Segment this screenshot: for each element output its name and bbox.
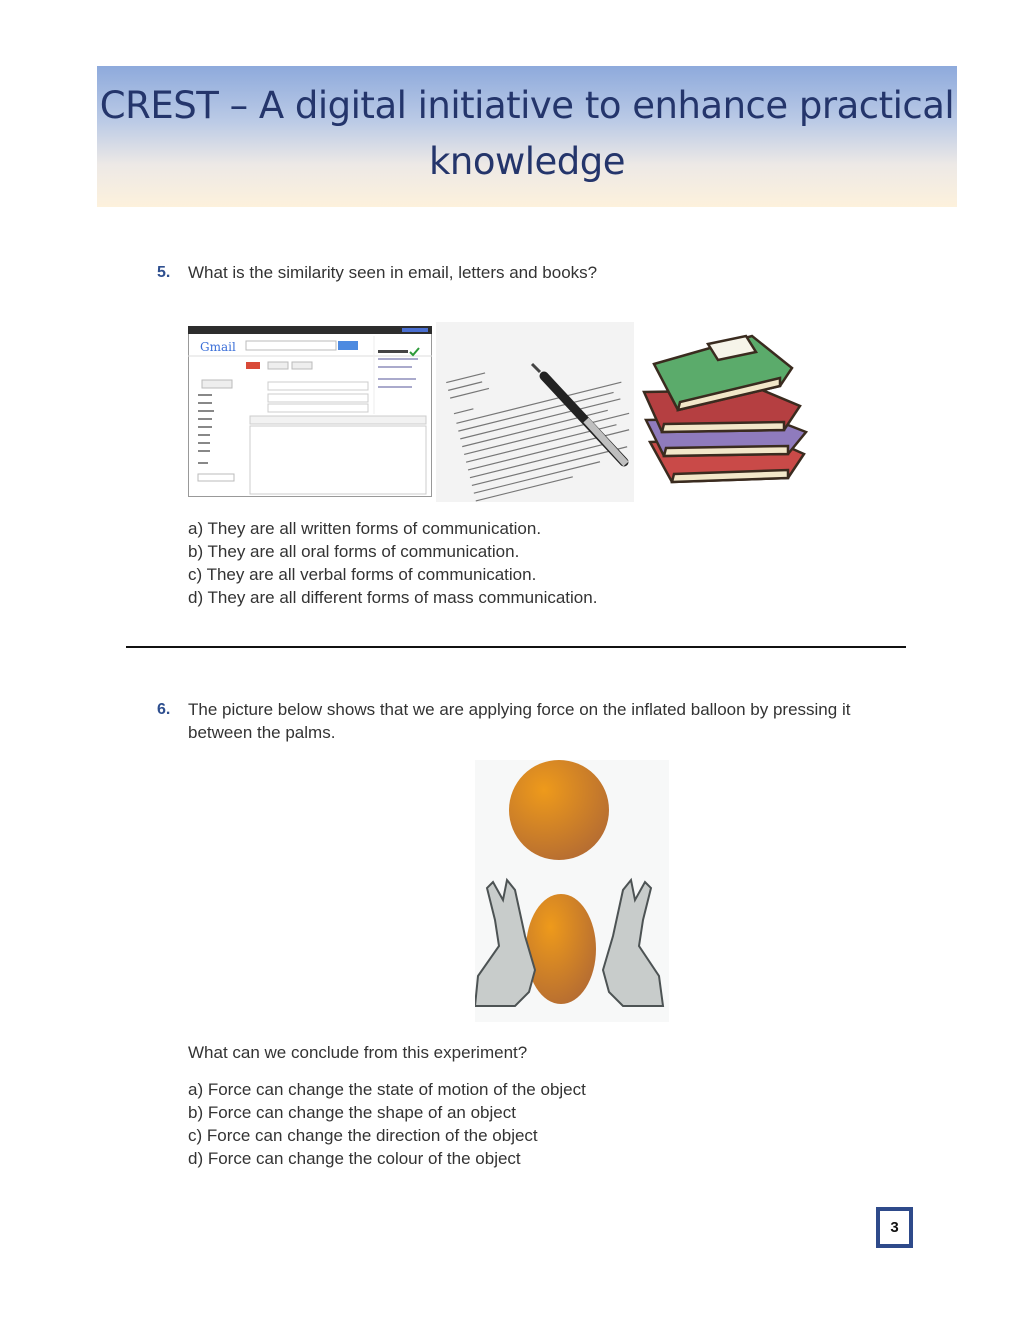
- balloon-palms-image: [475, 760, 669, 1022]
- question-6-prompt: What can we conclude from this experiment?: [188, 1043, 528, 1062]
- option-c: c) They are all verbal forms of communication.: [188, 565, 537, 584]
- page-header: [97, 66, 957, 207]
- question-6-options: [188, 1078, 586, 1170]
- question-5-number: 5.: [157, 264, 171, 281]
- section-divider: [126, 646, 906, 648]
- option-d: d) Force can change the colour of the object: [188, 1149, 521, 1168]
- question-5-text: What is the similarity seen in email, letters and books?: [188, 263, 598, 282]
- option-b: b) Force can change the shape of an object: [188, 1103, 516, 1122]
- option-d: d) They are all different forms of mass communication.: [188, 588, 598, 607]
- gmail-logo: Gmail: [200, 340, 236, 354]
- option-a: a) Force can change the state of motion of the object: [188, 1080, 586, 1099]
- email-screenshot-image: [188, 326, 432, 497]
- option-b: b) They are all oral forms of communication.: [188, 542, 520, 561]
- option-a: a) They are all written forms of communication.: [188, 519, 542, 538]
- option-c: c) Force can change the direction of the object: [188, 1126, 538, 1145]
- page-title: CREST – A digital initiative to enhance practical knowledge: [99, 84, 955, 183]
- page-number: 3: [876, 1207, 913, 1248]
- question-6-text: The picture below shows that we are applying force on the inflated balloon by pressing it between the palms.: [188, 700, 851, 742]
- books-stack-image: [638, 322, 814, 492]
- question-6-number: 6.: [157, 701, 171, 718]
- letter-pen-image: [436, 322, 634, 502]
- question-5-options: [188, 517, 597, 609]
